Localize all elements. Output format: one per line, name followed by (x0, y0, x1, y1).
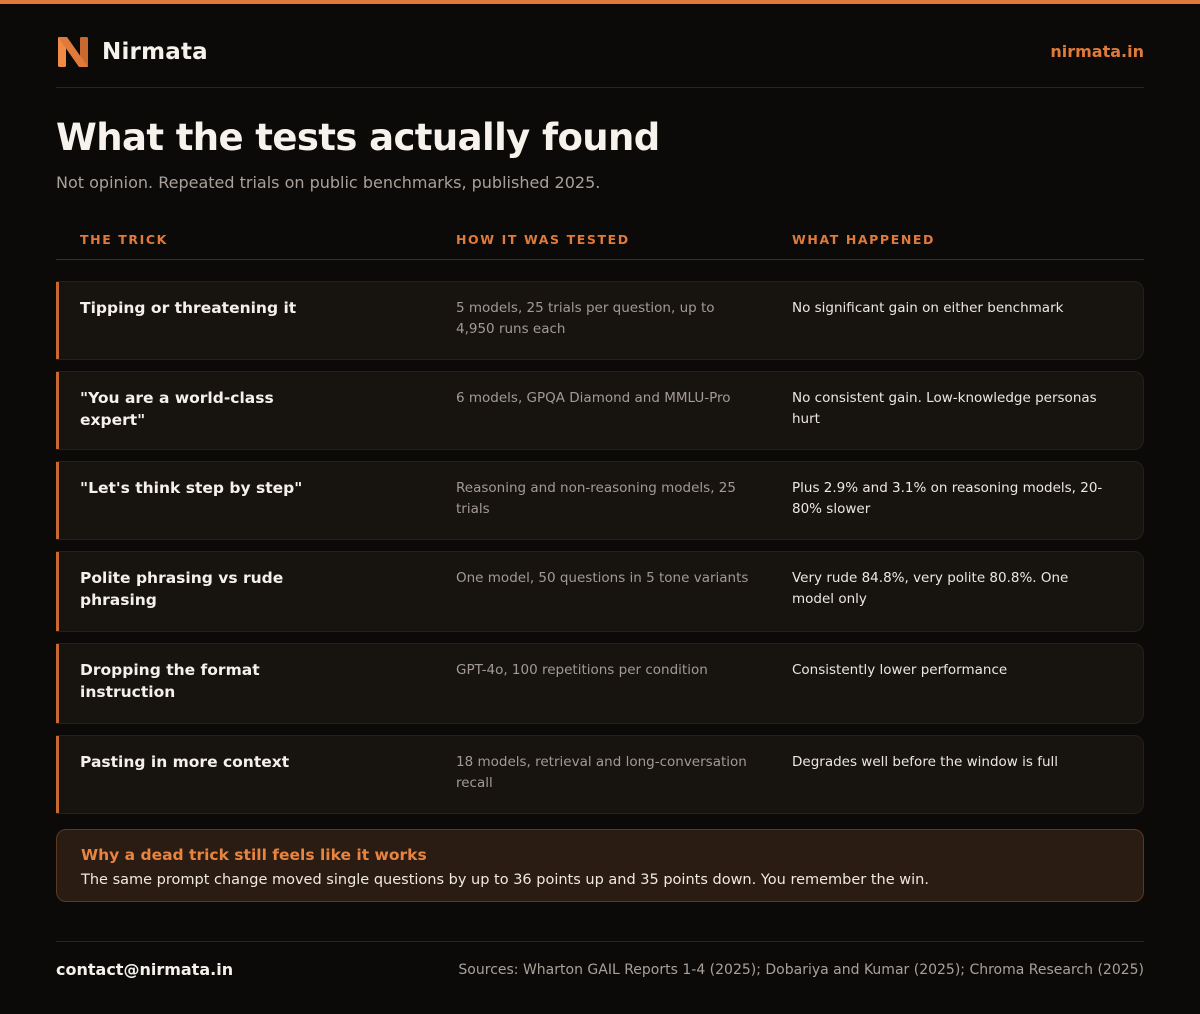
tested-cell: Reasoning and non-reasoning models, 25 trials (456, 480, 736, 517)
site-link[interactable]: nirmata.in (1050, 42, 1144, 61)
column-header-tested: HOW IT WAS TESTED (456, 232, 630, 247)
row-accent-bar (56, 462, 59, 539)
n-monogram-logo-icon (56, 35, 90, 69)
trick-cell: Polite phrasing vs rude phrasing (80, 569, 284, 609)
contact-email-link[interactable]: contact@nirmata.in (56, 960, 234, 979)
brand-name: Nirmata (102, 39, 208, 65)
sources-text: Sources: Wharton GAIL Reports 1-4 (2025); Dobariya and Kumar (2025); Chroma Research (2025) (458, 962, 1144, 978)
table-row (56, 643, 1144, 724)
page (56, 0, 1144, 1014)
happened-cell: Very rude 84.8%, very polite 80.8%. One model only (792, 570, 1069, 607)
table-row (56, 551, 1144, 632)
happened-cell: Degrades well before the window is full (792, 754, 1059, 770)
page-subtitle: Not opinion. Repeated trials on public benchmarks, published 2025. (56, 173, 601, 192)
row-accent-bar (56, 644, 59, 723)
tested-cell: 6 models, GPQA Diamond and MMLU-Pro (456, 390, 731, 406)
happened-cell: Consistently lower performance (792, 662, 1008, 678)
column-header-trick: THE TRICK (80, 232, 168, 247)
trick-cell: Dropping the format instruction (80, 661, 260, 701)
table-row (56, 735, 1144, 814)
page-title: What the tests actually found (56, 116, 660, 159)
table-header-divider (56, 259, 1144, 260)
table-row (56, 461, 1144, 540)
callout-title: Why a dead trick still feels like it works (81, 846, 427, 864)
row-accent-bar (56, 736, 59, 813)
brand[interactable] (56, 34, 208, 70)
happened-cell: Plus 2.9% and 3.1% on reasoning models, 20-80% slower (792, 480, 1103, 517)
tested-cell: 18 models, retrieval and long-conversation recall (456, 754, 747, 791)
footer-divider (56, 941, 1144, 942)
happened-cell: No significant gain on either benchmark (792, 300, 1064, 316)
header (56, 34, 1144, 70)
tested-cell: GPT-4o, 100 repetitions per condition (456, 662, 708, 678)
trick-cell: Tipping or threatening it (80, 299, 297, 317)
trick-cell: Pasting in more context (80, 753, 290, 771)
happened-cell: No consistent gain. Low-knowledge personas hurt (792, 390, 1097, 427)
table-row (56, 371, 1144, 450)
header-divider (56, 87, 1144, 88)
tested-cell: One model, 50 questions in 5 tone variants (456, 570, 749, 586)
trick-cell: "You are a world-class expert" (80, 389, 274, 429)
callout-text: The same prompt change moved single questions by up to 36 points up and 35 points down. You remember the win. (81, 872, 929, 888)
row-accent-bar (56, 552, 59, 631)
row-accent-bar (56, 372, 59, 449)
column-header-happened: WHAT HAPPENED (792, 232, 936, 247)
row-accent-bar (56, 282, 59, 359)
table-row (56, 281, 1144, 360)
trick-cell: "Let's think step by step" (80, 479, 303, 497)
callout-box (56, 829, 1144, 902)
tested-cell: 5 models, 25 trials per question, up to 4,950 runs each (456, 300, 715, 337)
